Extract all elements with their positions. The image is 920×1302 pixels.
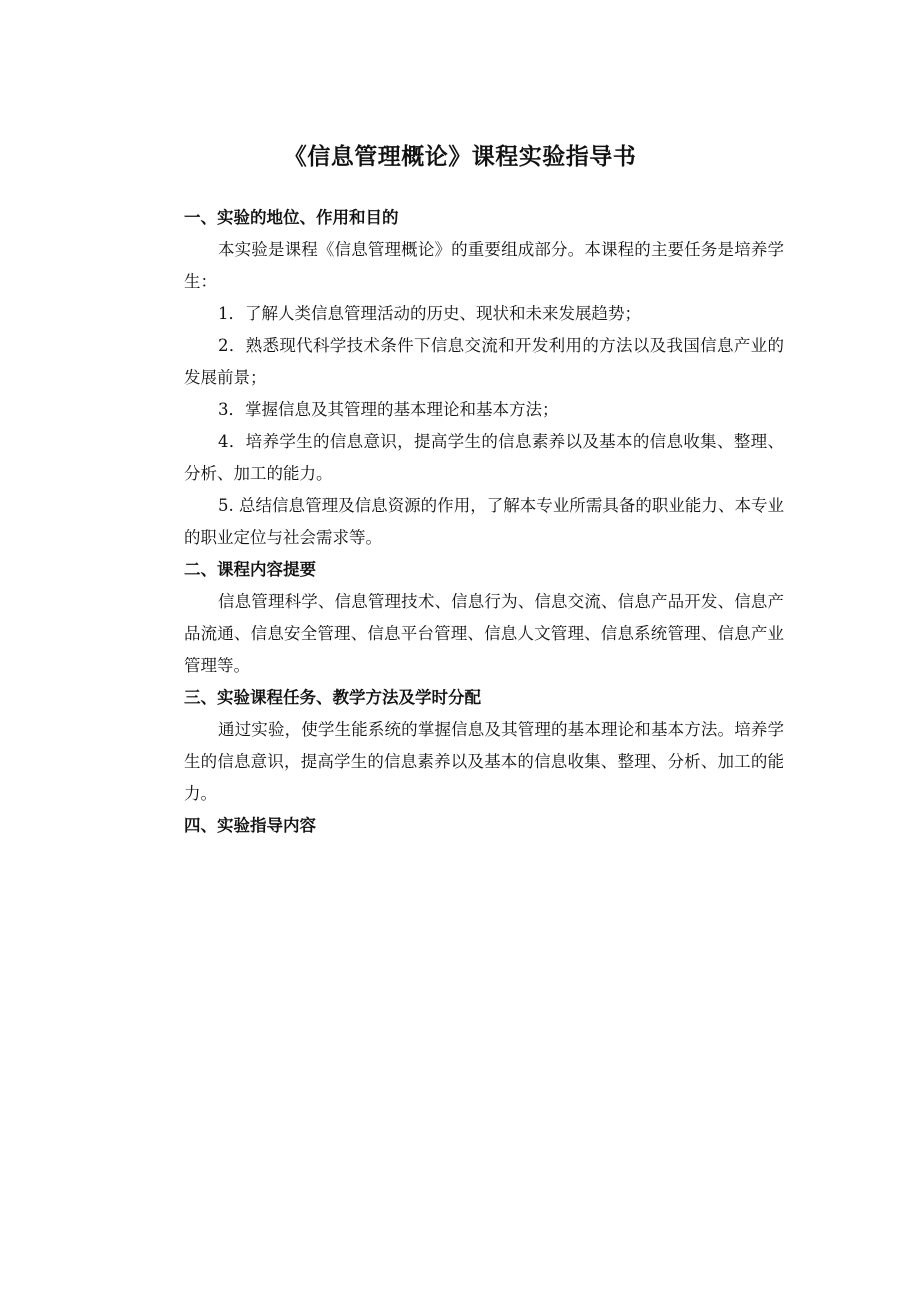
section-content-summary — [184, 554, 784, 682]
section-intro: 本实验是课程《信息管理概论》的重要组成部分。本课程的主要任务是培养学生： — [184, 240, 784, 291]
document-title: 《信息管理概论》课程实验指导书 — [283, 144, 637, 170]
section-guidance — [184, 810, 784, 842]
section-paragraph: 通过实验，使学生能系统的掌握信息及其管理的基本理论和基本方法。培养学生的信息意识，提高学生的信息素养以及基本的信息收集、整理、分析、加工的能力。 — [184, 720, 784, 803]
list-item: 1．了解人类信息管理活动的历史、现状和未来发展趋势； — [218, 304, 641, 323]
list-item: 2．熟悉现代科学技术条件下信息交流和开发利用的方法以及我国信息产业的发展前景； — [184, 336, 784, 387]
list-item: 4．培养学生的信息意识，提高学生的信息素养以及基本的信息收集、整理、分析、加工的能力。 — [184, 432, 784, 483]
section-heading: 二、课程内容提要 — [184, 560, 316, 579]
section-paragraph: 信息管理科学、信息管理技术、信息行为、信息交流、信息产品开发、信息产品流通、信息安全管理、信息平台管理、信息人文管理、信息系统管理、信息产业管理等。 — [184, 592, 784, 675]
section-purpose — [184, 202, 784, 554]
section-tasks-methods — [184, 682, 784, 810]
section-heading: 一、实验的地位、作用和目的 — [184, 208, 399, 227]
section-heading: 三、实验课程任务、教学方法及学时分配 — [184, 688, 481, 707]
document-body — [184, 202, 784, 842]
list-item: 5. 总结信息管理及信息资源的作用，了解本专业所需具备的职业能力、本专业的职业定位与社会需求等。 — [184, 496, 784, 547]
list-item: 3．掌握信息及其管理的基本理论和基本方法； — [218, 400, 559, 419]
section-heading: 四、实验指导内容 — [184, 816, 316, 835]
